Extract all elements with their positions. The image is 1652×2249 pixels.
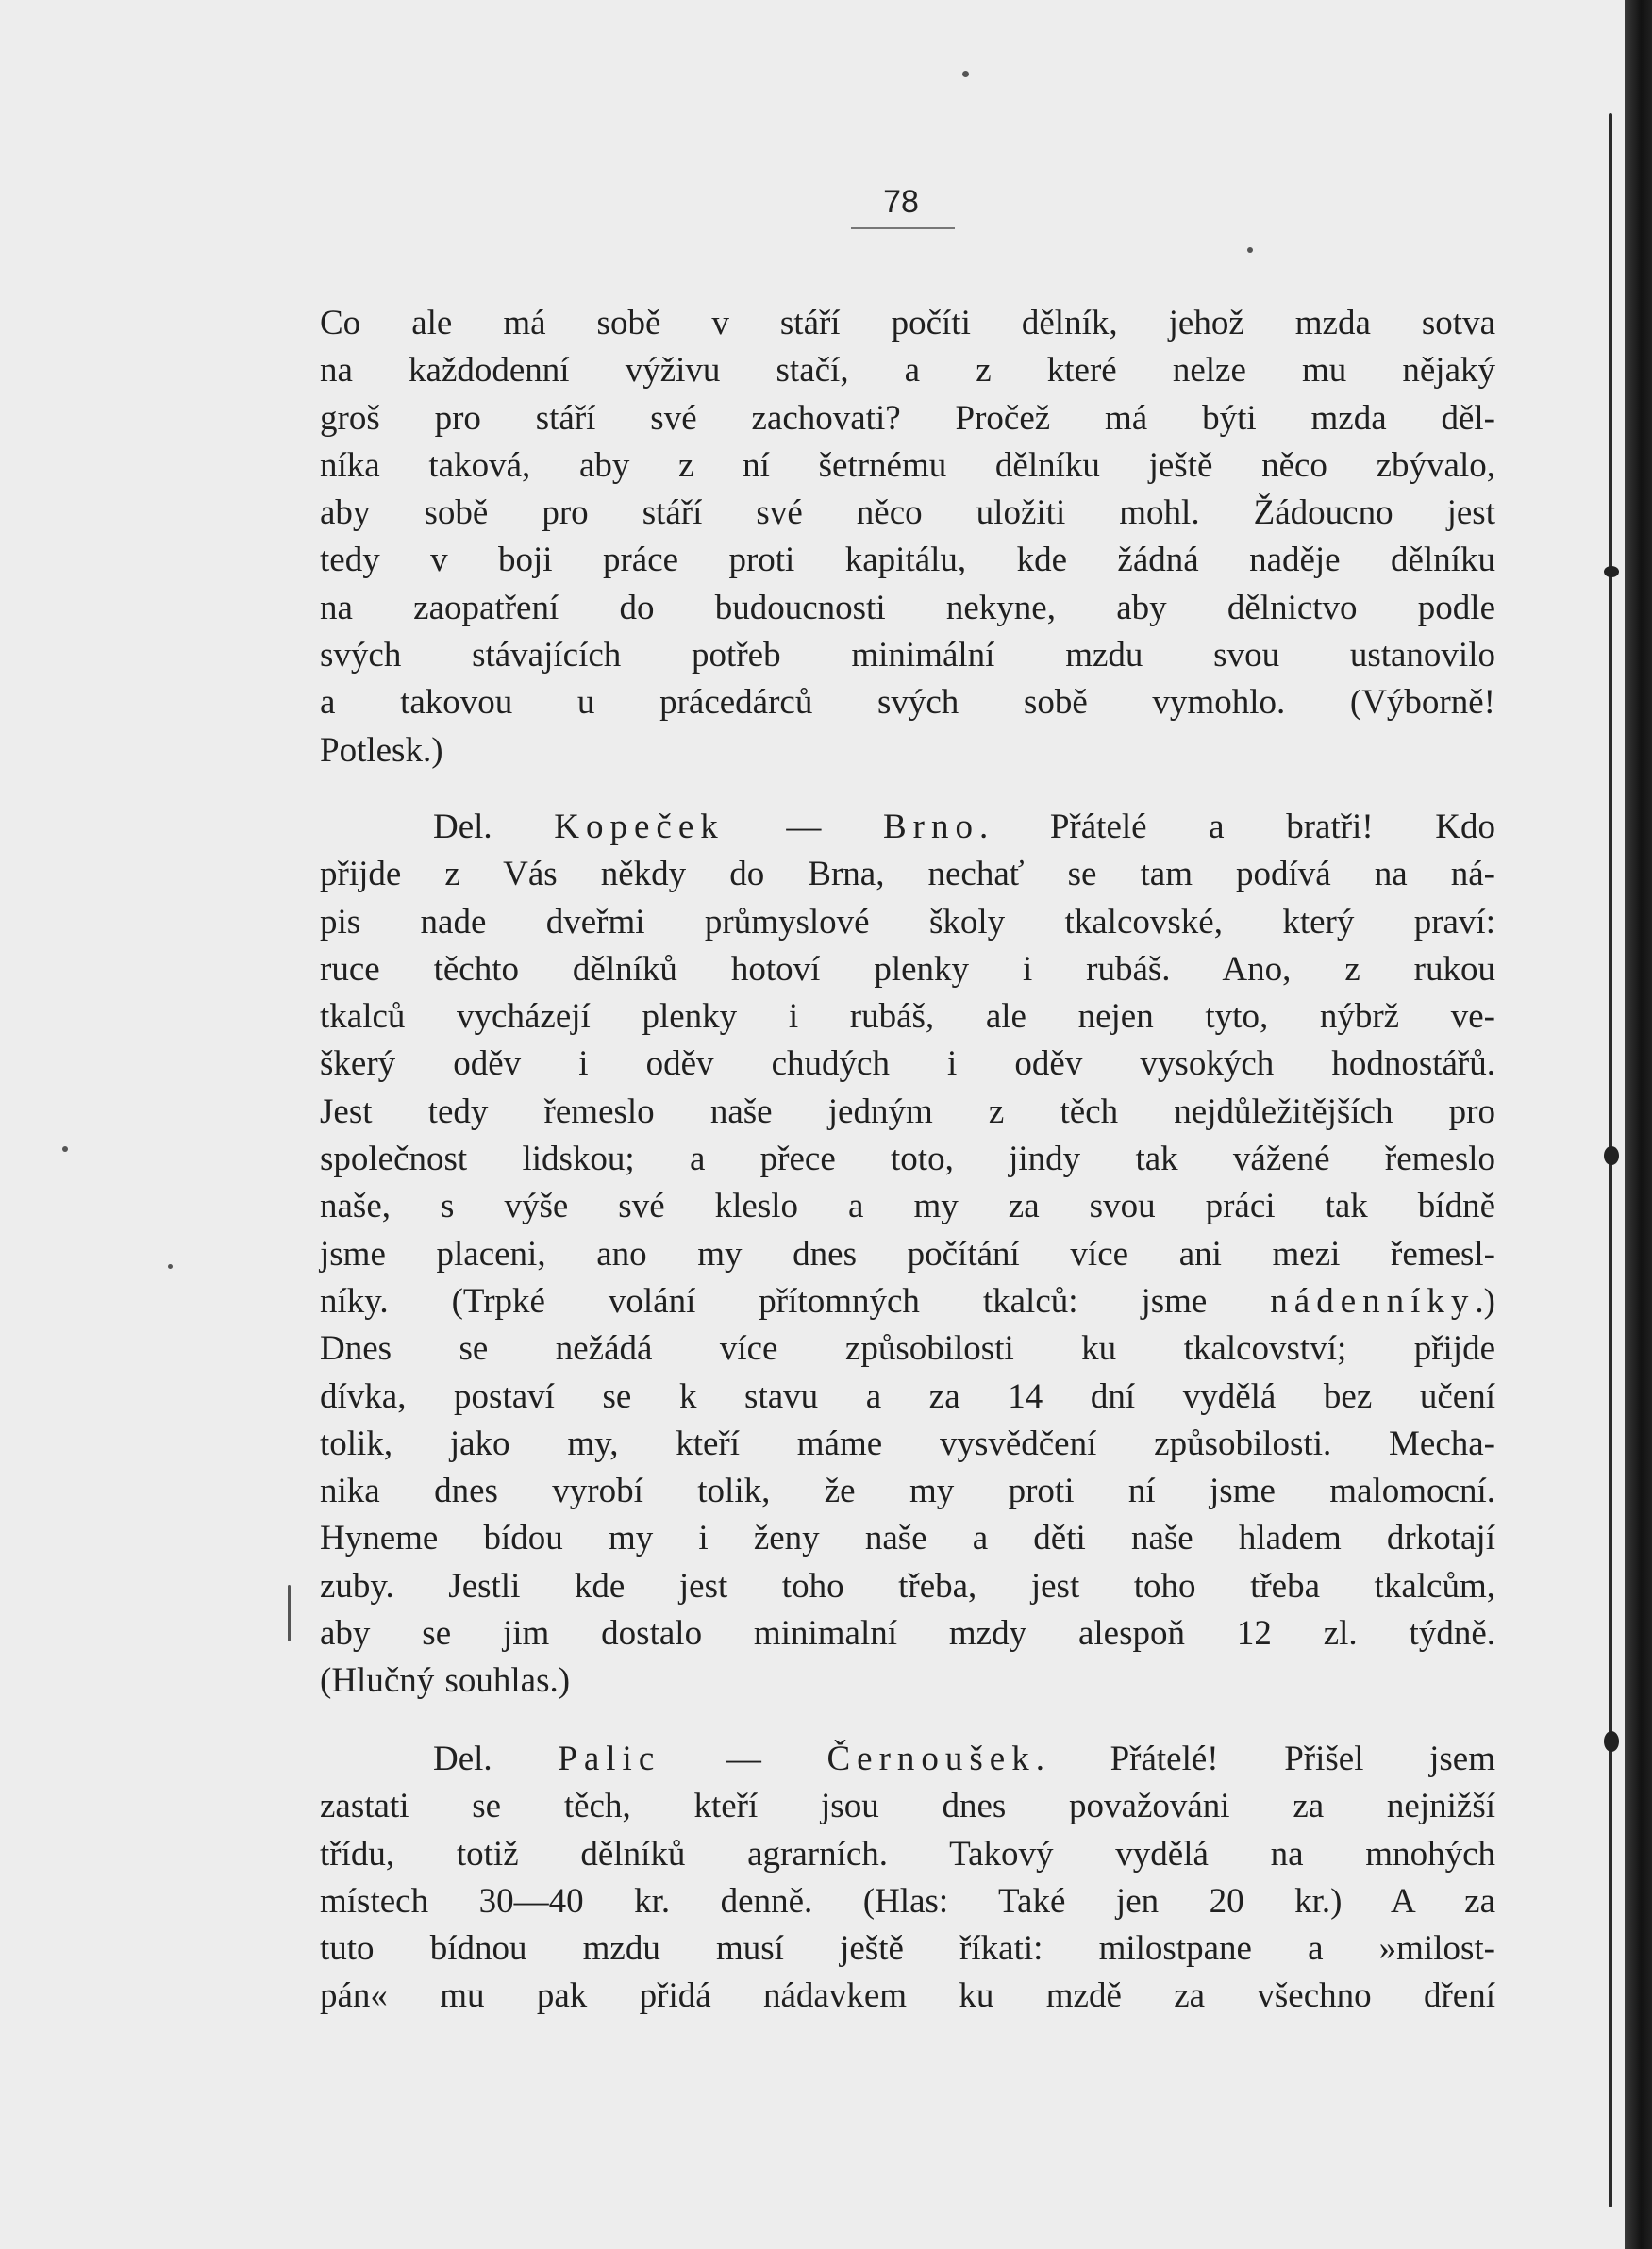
text-line: přijde z Vás někdy do Brna, nechať se tam podívá na ná- xyxy=(320,855,1495,894)
text-line: pis nade dveřmi průmyslové školy tkalcovské, který praví: xyxy=(320,902,1495,941)
text-line: tkalců vycházejí plenky i rubáš, ale nejen tyto, nýbrž ve- xyxy=(320,997,1495,1037)
text-line: třídu, totiž dělníků agrarních. Takový vydělá na mnohých xyxy=(320,1834,1495,1874)
text-line: dívka, postaví se k stavu a za 14 dní vydělá bez učení xyxy=(320,1376,1495,1416)
text-line: Hyneme bídou my i ženy naše a děti naše hladem drkotají xyxy=(320,1519,1495,1558)
text-line: groš pro stáří své zachovati? Pročež má býti mzda děl- xyxy=(320,398,1495,438)
scan-speck xyxy=(1604,1731,1619,1752)
text-line: zuby. Jestli kde jest toho třeba, jest toho třeba tkalcům, xyxy=(320,1566,1495,1606)
text-line: společnost lidskou; a přece toto, jindy tak vážené řemeslo xyxy=(320,1140,1495,1179)
paragraph-3 xyxy=(320,1736,1495,2021)
text-line: níka taková, aby z ní šetrnému dělníku ještě něco zbývalo, xyxy=(320,445,1495,485)
speaker-place: Brno xyxy=(883,808,979,846)
text-line: tolik, jako my, kteří máme vysvědčení způsobilosti. Mecha- xyxy=(320,1424,1495,1463)
text-line: Potlesk.) xyxy=(320,730,443,770)
line-after: .) xyxy=(1475,1281,1495,1321)
text-line: naše, s výše své kleslo a my za svou práci tak bídně xyxy=(320,1187,1495,1226)
text-line: pán« mu pak přidá nádavkem ku mzdě za všechno dření xyxy=(320,1976,1495,2016)
line-before: níky. (Trpké volání přítomných tkalců: jsme xyxy=(320,1281,1271,1321)
speech-start: . Přátelé! Přišel jsem xyxy=(1035,1740,1495,1778)
speaker-name: Palic xyxy=(558,1740,661,1778)
text-line: Jest tedy řemeslo naše jedným z těch nejdůležitějších pro xyxy=(320,1091,1495,1131)
text-line: aby sobě pro stáří své něco uložiti mohl. Žádoucno jest xyxy=(320,493,1495,533)
paragraph-1 xyxy=(320,300,1495,775)
spaced-word: nádenníky xyxy=(1270,1281,1476,1321)
text-line: škerý oděv i oděv chudých i oděv vysokých hodnostářů. xyxy=(320,1044,1495,1084)
speaker-line xyxy=(320,1736,1495,1783)
speaker-name: Kopeček xyxy=(554,808,725,846)
text-line: aby se jim dostalo minimalní mzdy alespoň 12 zl. týdně. xyxy=(320,1614,1495,1654)
text-line: Dnes se nežádá více způsobilosti ku tkalcovství; přijde xyxy=(320,1329,1495,1369)
text-line: Co ale má sobě v stáří počíti dělník, jehož mzda sotva xyxy=(320,304,1495,342)
scan-speck xyxy=(1604,1146,1619,1165)
text-line: tuto bídnou mzdu musí ještě říkati: milostpane a »milost- xyxy=(320,1929,1495,1969)
text-line: ruce těchto dělníků hotoví plenky i rubáš. Ano, z rukou xyxy=(320,949,1495,989)
mixed-text-line xyxy=(320,1278,1495,1325)
scan-speck xyxy=(1247,247,1253,253)
scan-speck xyxy=(62,1146,68,1152)
paragraph-2 xyxy=(320,804,1495,1706)
page-edge-shadow xyxy=(1625,0,1652,2249)
text-line: svých stávajících potřeb minimální mzdu svou ustanovilo xyxy=(320,636,1495,675)
text-line: na každodenní výživu stačí, a z které nelze mu nějaký xyxy=(320,351,1495,391)
text-line: tedy v boji práce proti kapitálu, kde žádná naděje dělníku xyxy=(320,541,1495,580)
scan-speck xyxy=(1604,566,1619,577)
scan-speck xyxy=(288,1585,291,1641)
text-line: na zaopatření do budoucnosti nekyne, aby dělnictvo podle xyxy=(320,588,1495,627)
text-line: nika dnes vyrobí tolik, že my proti ní jsme malomocní. xyxy=(320,1472,1495,1511)
dash-separator: — xyxy=(724,808,883,846)
page-number: 78 xyxy=(883,184,919,220)
dash-separator: — xyxy=(660,1740,827,1778)
text-line: místech 30—40 kr. denně. (Hlas: Také jen 20 kr.) A za xyxy=(320,1881,1495,1921)
text-line: jsme placeni, ano my dnes počítání více ani mezi řemesl- xyxy=(320,1234,1495,1274)
delegate-prefix: Del. xyxy=(433,1740,559,1778)
text-line: a takovou u prácedárců svých sobě vymohlo. (Výborně! xyxy=(320,683,1495,723)
delegate-prefix: Del. xyxy=(433,808,555,846)
speech-start: . Přátelé a bratři! Kdo xyxy=(979,808,1495,846)
speaker-line xyxy=(320,804,1495,851)
page-number-rule xyxy=(851,227,955,229)
text-line: zastati se těch, kteří jsou dnes považováni za nejnižší xyxy=(320,1787,1495,1826)
speaker-place: Černoušek xyxy=(826,1740,1036,1778)
scan-speck xyxy=(168,1264,173,1269)
scan-speck xyxy=(962,71,969,77)
text-line: (Hlučný souhlas.) xyxy=(320,1661,571,1701)
